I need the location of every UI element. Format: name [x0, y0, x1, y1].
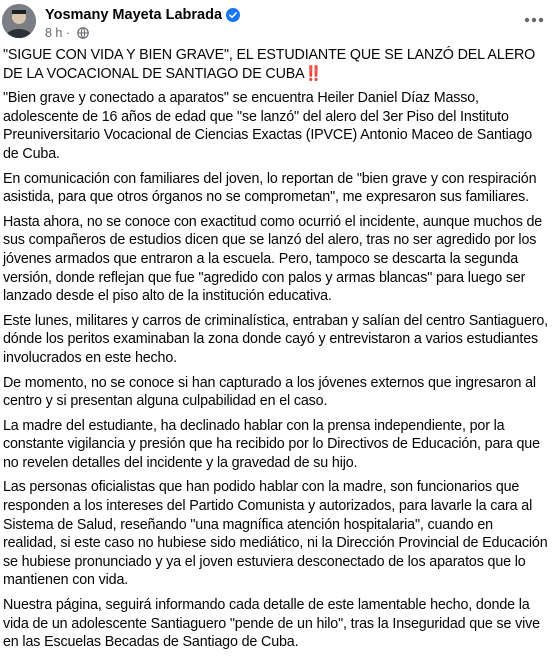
globe-icon: [77, 27, 89, 43]
post-meta: [45, 25, 89, 43]
verified-badge-icon: [226, 8, 240, 27]
author-avatar[interactable]: [2, 4, 36, 38]
post-header: [0, 0, 560, 44]
paragraph: Este lunes, militares y carros de criminalística, entraban y salían del centro Santiaguero, dónde los peritos examinaban la zona donde cayó y entrevistaron a varios estudiantes involucrados en este hecho.: [3, 312, 548, 366]
paragraph: Las personas oficialistas que han podido hablar con la madre, son funcionarios que responden a los intereses del Partido Comunista y autorizados, para lavarle la cara al Sistema de Salud, reseñando "una magnífica atención hospitalaria", cuando en realidad, si este caso no hubiese sido mediático, ni la Dirección Provincial de Educación se hubiese pronunciado y ya el joven estuviera desconectado de los aparatos que lo mantienen con vida.: [3, 479, 548, 589]
more-options-icon[interactable]: [520, 8, 548, 32]
author-name[interactable]: Yosmany Mayeta Labrada: [45, 7, 223, 23]
paragraph: "Bien grave y conectado a aparatos" se encuentra Heiler Daniel Díaz Masso, adolescente de 16 años de edad que "se lanzó" del alero del 3er Piso del Instituto Preuniversitario Vocacional de Ciencias Exactas (IPVCE) Antonio Maceo de Santiago de Cuba.: [3, 90, 533, 162]
paragraph: Nuestra página, seguirá informando cada detalle de este lamentable hecho, donde la vida de un adolescente Santiaguero "pende de un hilo", tras la Inseguridad que se vive en las Escuelas Becadas de Santiago de Cuba.: [3, 597, 540, 651]
post-time[interactable]: 8 h: [45, 26, 63, 40]
headline-text: "SIGUE CON VIDA Y BIEN GRAVE", EL ESTUDIANTE QUE SE LANZÓ DEL ALERO DE LA VOCACIONAL DE SANTIAGO DE CUBA: [3, 47, 536, 82]
post-content: [3, 46, 548, 658]
author-name-row: [45, 6, 240, 27]
meta-separator: ·: [65, 26, 71, 40]
paragraph: De momento, no se conoce si han capturado a los jóvenes externos que ingresaron al centro y si presentan alguna culpabilidad en el caso.: [3, 374, 536, 410]
avatar-image: [2, 4, 36, 38]
double-exclamation-icon: ‼️: [304, 65, 321, 82]
paragraph: La madre del estudiante, ha declinado hablar con la prensa independiente, por la constante vigilancia y presión que ha recibido por lo Directivos de Educación, para que no revelen detalles del incidente y la gravedad de su hijo.: [3, 417, 540, 471]
paragraph: En comunicación con familiares del joven, lo reportan de "bien grave y con respiración asistida, para que otros órganos no se comprometan", me expresaron sus familiares.: [3, 170, 537, 206]
paragraph: Hasta ahora, no se conoce con exactitud como ocurrió el incidente, aunque muchos de sus compañeros de estudios dicen que se lanzó del alero, tras no ser agredido por los jóvenes armados que entraron a la escuela. Pero, tampoco se descarta la segunda versión, donde reflejan que fue "agredido con palos y armas blancas" para luego ser lanzado desde el piso alto de la institución educativa.: [3, 213, 543, 305]
post-headline: [3, 46, 548, 83]
